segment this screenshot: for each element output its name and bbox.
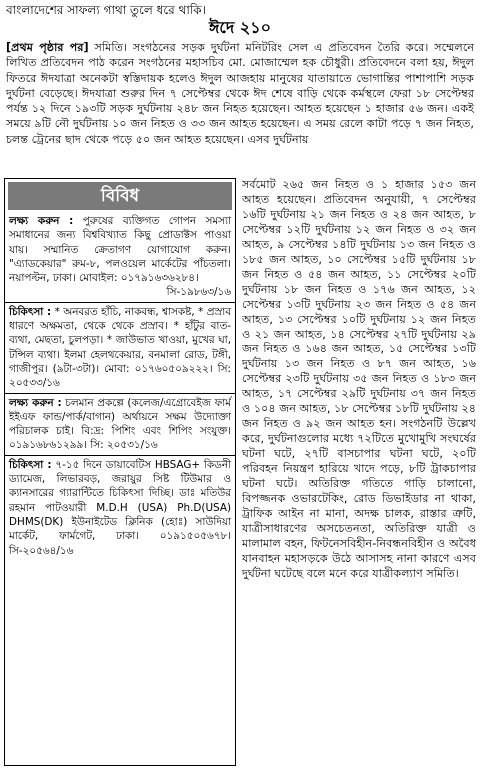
classified-ad <box>9 458 231 558</box>
ad-body: চলমান প্রকল্পে (কলেজ/এগ্রোবেইজ ফার্ম ইইএফ ফান্ড/পার্ক/বাগান) অর্থায়নে সক্ষম উদ্যোক্তা পরিচালক চাই। বি:দ্র: পিশিং এবং শিপিং সংযুক্ত। ০১৯১৬৮৬১২৯৯। সি: ২০৫৩১/১৬ <box>9 396 231 452</box>
article-headline: ঈদে ২১০ <box>208 18 272 37</box>
continued-from-label: [প্রথম পৃষ্ঠার পর] <box>6 41 89 54</box>
ad-title: চিকিৎসা : <box>9 305 52 318</box>
lead-paragraph <box>6 40 474 147</box>
ad-title: লক্ষ্য করুন : <box>9 215 74 227</box>
ad-divider <box>5 393 235 394</box>
ad-body: ৭-১৫ দিনে ডায়াবেটিস HBSAG+ কিডনী ড্যামেজ, লিভারবড়, জরায়ুর সিষ্ট টিউমার ও ক্যানসারের গ্যারান্টিতে চিকিৎসা দিচ্ছি। ডাঃ মতিউর রহমান পাটওয়ারী M.D.H (USA) Ph.D(USA) DHMS(DK) ইউনাইটেড ক্লিনিক (হোঃ) সাউদিয়া মার্কেট, ফার্মগেট, ঢাকা। ০১৯১৫০৫৬৭৮। সি-২০৫৬৪/১৬ <box>9 458 231 557</box>
ad-title: চিকিৎসা : <box>9 458 52 471</box>
article-continuation <box>242 178 476 582</box>
article-lead <box>6 40 474 147</box>
continued-text-top: বাংলাদেশের সাফল্য গাথা তুলে ধরে থাকি। <box>6 3 206 17</box>
ad-body: পুরুষের ব্যক্তিগত গোপন সমস্যা সমাধানের জন্য বিশ্ববিখ্যাত কিছু প্রোডাক্টস পাওয়া যায়। সম্মানিত ক্রেতাগণ যোগাযোগ করুন। "এ্যাডকেয়ার" রুম-৮, পলওয়েল মার্কেটের পাঁচতলা। নয়াপল্টন, ঢাকা। মোবাইল: ০১৭৯১৬৩৬২৮৪। <box>9 215 231 285</box>
classified-ad <box>9 305 231 391</box>
ad-title: লক্ষ্য করুন : <box>9 396 62 409</box>
article-body: সর্বমোট ২৬৫ জন নিহত ও ১ হাজার ১৫৩ জন আহত হয়েছেন। প্রতিবেদন অনুযায়ী, ৭ সেপ্টেম্বর ১৬টি দুর্ঘটনায় ২১ জন নিহত ও ২৪ জন আহত, ৮ সেপ্টেম্বর ১২টি দুর্ঘটনায় ১২ জন নিহত ও ৩২ জন আহত, ৯ সেপ্টেম্বর ১৪টি দুর্ঘটনায় ১৩ জন নিহত ও ১৮৫ জন আহত, ১০ সেপ্টেম্বর ১৫টি দুর্ঘটনায় ১৮ জন নিহত ও ৫৪ জন আহত, ১১ সেপ্টেম্বর ২০টি দুর্ঘটনায় ১৮ জন নিহত ও ১৭৬ জন আহত, ১২ সেপ্টেম্বর ১৩টি দুর্ঘটনায় ২৩ জন নিহত ও ৫৪ জন আহত, ১৩ সেপ্টেম্বর ১০টি দুর্ঘটনায় ১২ জন নিহত ও ২১ জন আহত, ১৪ সেপ্টেম্বর ২৭টি দুর্ঘটনায় ২৯ জন নিহত ও ১৬৪ জন আহত, ১৫ সেপ্টেম্বর ১৩টি দুর্ঘটনায় ১৩ জন নিহত ও ৮৭ জন আহত, ১৬ সেপ্টেম্বর ২৩টি দুর্ঘটনায় ৩৫ জন নিহত ও ১৮৩ জন আহত, ১৭ সেপ্টেম্বর ২৯টি দুর্ঘটনায় ৩৭ জন নিহত ও ১০৪ জন আহত, ১৮ সেপ্টেম্বর ১৮টি দুর্ঘটনায় ২৪ জন নিহত ও ৯২ জন আহত হন। সংগঠনটি উল্লেখ করে, দুর্ঘটনাগুলোর মধ্যে ৭২টিতে মুখোমুখি সংঘর্ষের ঘটনা ঘটে, ২৭টি বাসচাপার ঘটনা ঘটে, ২০টি পরিবহন নিয়ন্ত্রণ হারিয়ে খাদে পড়ে, ৮টি ট্রাকচাপার ঘটনা ঘটে। অতিরিক্ত গতিতে গাড়ি চালানো, বিপজ্জনক ওভারটেকিং, রোড ডিভাইডার না থাকা, ট্রাফিক আইন না মানা, অদক্ষ চালক, রাস্তার ত্রুটি, যাত্রীসাধারণের অসচেতনতা, অতিরিক্ত যাত্রী ও মালামাল বহন, ফিটনেসবিহীন-নিবন্ধনবিহীন ও অবৈধ যানবাহন মহাসড়কে উঠে আসাসহ নানা কারণে এসব দুর্ঘটনা ঘটেছে বলে মনে করে যাত্রীকল্যাণ সমিতি। <box>242 178 476 580</box>
ad-divider <box>5 302 235 303</box>
ad-code: সি-১৯৮৬৩/১৬ <box>166 286 231 299</box>
lead-text: সমিতি। সংগঠনের সড়ক দুর্ঘটনা মনিটরিং সেল এ প্রতিবেদন তৈরি করে। সম্মেলনে লিখিত প্রতিবেদন পাঠ করেন সংগঠনের মহাসচিব মো. মোজাম্মেল হক চৌধুরী। প্রতিবেদনে বলা হয়, ঈদুল ফিতরে ঈদযাত্রা অনেকটা স্বস্তিদায়ক হলেও ঈদুল আজহায় মানুষের যাতায়াতে ভোগান্তির পাশাপাশি সড়ক দুর্ঘটনা বেড়েছে। ঈদযাত্রা শুরুর দিন ৭ সেপ্টেম্বর থেকে ঈদ শেষে বাড়ি থেকে কর্মস্থলে ফেরা ১৮ সেপ্টেম্বর পর্যন্ত ১২ দিনে ১৯৩টি সড়ক দুর্ঘটনায় ২৪৮ জন নিহত হয়েছেন। আহত হয়েছেন ১ হাজার ৫৬ জন। একই সময়ে ৯টি নৌ দুর্ঘটনায় ১০ জন নিহত ও ৩৩ জন আহত হয়েছেন। এ সময় রেলে কাটা পড়ে ৭ জন নিহত, চলন্ত ট্রেনের ছাদ থেকে পড়ে ৫০ জন আহত হয়েছেন। এসব দুর্ঘটনায় <box>6 41 474 146</box>
ad-body: * অনবরত হাঁচি, নাকবন্ধ, শ্বাসকষ্ট, * প্রস্রাব ধারণে অক্ষমতা, থেকে থেকে প্রস্রাব। * হাঁটুর বাত-ব্যথা, মেছতা, চুলপড়া। * জাউভাত খাওয়া, মুখের ঘা, টন্সিল ব্যথা। ইলমা হেলথকেয়ার, বনমালা রোড, টঙ্গী, গাজীপুর। (৯টা-৩টা)। মোবা: ০১৭৬০৫০৯২২২। সি: ২০৫৩৩/১৬ <box>9 305 232 390</box>
classifieds-box <box>4 178 236 766</box>
classified-ad <box>9 214 231 285</box>
classified-ad <box>9 396 231 453</box>
classifieds-heading: বিবিধ <box>8 182 232 210</box>
ad-divider <box>5 455 235 456</box>
